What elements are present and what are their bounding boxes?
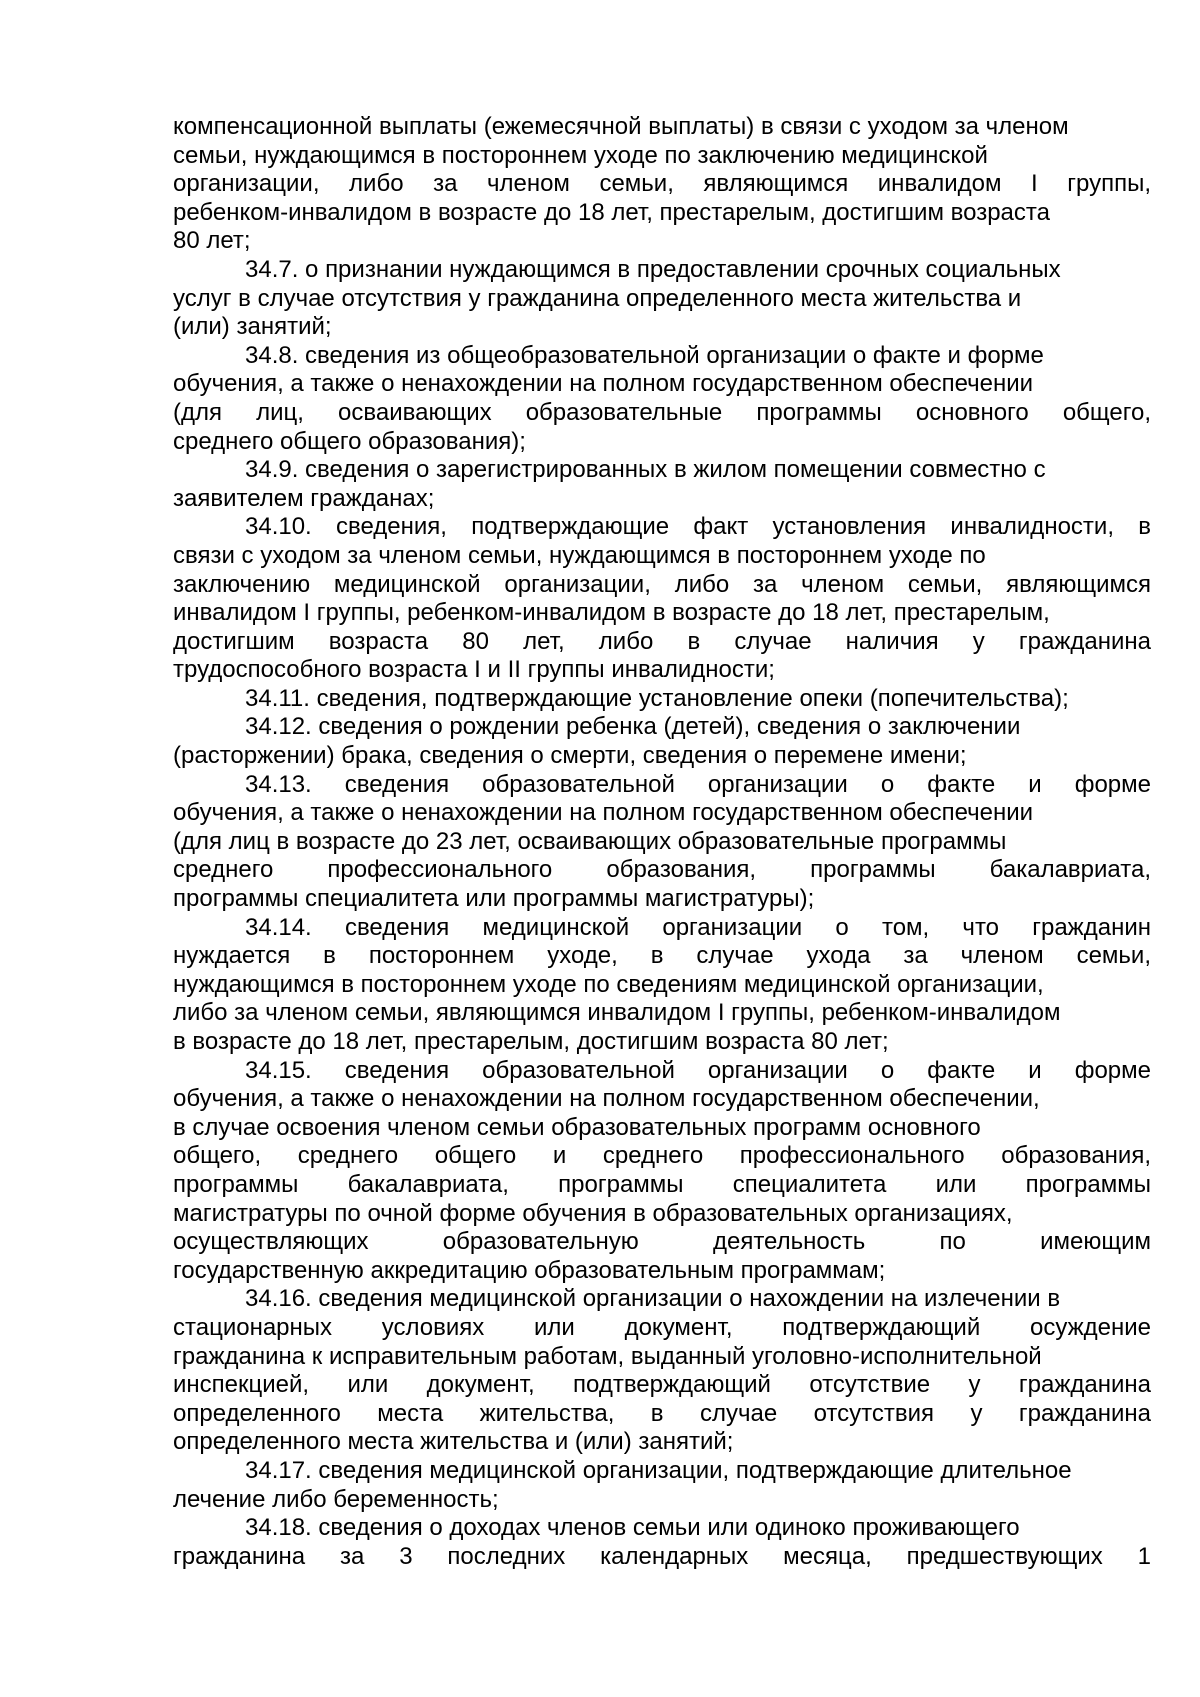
text-line: организации, либо за членом семьи, являющимся инвалидом I группы, <box>173 170 1151 198</box>
text-line: магистратуры по очной форме обучения в образовательных организациях, <box>173 1199 1013 1227</box>
text-line: обучения, а также о ненахождении на полном государственном обеспечении <box>173 799 1034 827</box>
text-line: связи с уходом за членом семьи, нуждающимся в постороннем уходе по <box>173 541 986 569</box>
text-line: заявителем гражданах; <box>173 484 435 512</box>
document-body <box>173 113 1151 1571</box>
text-line: семьи, нуждающимся в постороннем уходе по заключению медицинской <box>173 141 988 169</box>
text-line: (расторжении) брака, сведения о смерти, сведения о перемене имени; <box>173 742 967 770</box>
text-line: инспекцией, или документ, подтверждающий отсутствие у гражданина <box>173 1371 1151 1399</box>
text-line: (или) занятий; <box>173 313 332 341</box>
paragraph-first-line: 34.11. сведения, подтверждающие установление опеки (попечительства); <box>245 684 1069 712</box>
text-line: определенного места жительства и (или) занятий; <box>173 1428 734 1456</box>
text-line: гражданина к исправительным работам, выданный уголовно-исполнительной <box>173 1342 1042 1370</box>
text-line: гражданина за 3 последних календарных месяца, предшествующих 1 <box>173 1542 1151 1570</box>
text-line: компенсационной выплаты (ежемесячной выплаты) в связи с уходом за членом <box>173 113 1069 140</box>
text-line: достигшим возраста 80 лет, либо в случае наличия у гражданина <box>173 627 1151 655</box>
text-line: нуждается в постороннем уходе, в случае ухода за членом семьи, <box>173 942 1151 970</box>
paragraph-first-line: 34.13. сведения образовательной организации о факте и форме <box>245 770 1151 798</box>
text-line: программы специалитета или программы магистратуры); <box>173 885 815 913</box>
paragraph-first-line: 34.7. о признании нуждающимся в предоставлении срочных социальных <box>245 255 1061 283</box>
text-line: лечение либо беременность; <box>173 1485 499 1513</box>
paragraph-first-line: 34.8. сведения из общеобразовательной организации о факте и форме <box>245 341 1044 369</box>
paragraph-first-line: 34.17. сведения медицинской организации, подтверждающие длительное <box>245 1456 1072 1484</box>
text-line: инвалидом I группы, ребенком-инвалидом в возрасте до 18 лет, престарелым, <box>173 599 1050 627</box>
text-line: нуждающимся в постороннем уходе по сведениям медицинской организации, <box>173 970 1044 998</box>
text-line: стационарных условиях или документ, подтверждающий осуждение <box>173 1313 1151 1341</box>
text-line: в случае освоения членом семьи образовательных программ основного <box>173 1113 981 1141</box>
paragraph-first-line: 34.16. сведения медицинской организации о нахождении на излечении в <box>245 1285 1061 1313</box>
paragraph-first-line: 34.18. сведения о доходах членов семьи или одиноко проживающего <box>245 1514 1020 1542</box>
text-line: в возрасте до 18 лет, престарелым, достигшим возраста 80 лет; <box>173 1028 889 1055</box>
text-line: обучения, а также о ненахождении на полном государственном обеспечении <box>173 370 1034 398</box>
text-line: общего, среднего общего и среднего профессионального образования, <box>173 1142 1151 1170</box>
text-line: программы бакалавриата, программы специалитета или программы <box>173 1170 1151 1198</box>
text-line: трудоспособного возраста I и II группы инвалидности; <box>173 656 775 684</box>
text-line: (для лиц, осваивающих образовательные программы основного общего, <box>173 398 1151 426</box>
text-line: определенного места жительства, в случае отсутствия у гражданина <box>173 1399 1151 1427</box>
text-line: обучения, а также о ненахождении на полном государственном обеспечении, <box>173 1085 1040 1113</box>
paragraph-first-line: 34.14. сведения медицинской организации о том, что гражданин <box>245 913 1151 941</box>
paragraph-first-line: 34.10. сведения, подтверждающие факт установления инвалидности, в <box>245 513 1151 541</box>
text-line: услуг в случае отсутствия у гражданина определенного места жительства и <box>173 284 1022 312</box>
text-line: (для лиц в возрасте до 23 лет, осваивающих образовательные программы <box>173 827 1007 855</box>
text-line: ребенком-инвалидом в возрасте до 18 лет, престарелым, достигшим возраста <box>173 198 1050 226</box>
text-line: государственную аккредитацию образовательным программам; <box>173 1256 886 1284</box>
text-line: среднего общего образования); <box>173 427 526 455</box>
paragraph-first-line: 34.15. сведения образовательной организации о факте и форме <box>245 1056 1151 1084</box>
text-line: заключению медицинской организации, либо за членом семьи, являющимся <box>173 570 1151 598</box>
text-line: среднего профессионального образования, программы бакалавриата, <box>173 856 1151 884</box>
paragraph-first-line: 34.9. сведения о зарегистрированных в жилом помещении совместно с <box>245 456 1046 484</box>
text-line: либо за членом семьи, являющимся инвалидом I группы, ребенком-инвалидом <box>173 999 1061 1027</box>
text-line: осуществляющих образовательную деятельность по имеющим <box>173 1228 1151 1256</box>
paragraph-first-line: 34.12. сведения о рождении ребенка (детей), сведения о заключении <box>245 713 1021 741</box>
text-line: 80 лет; <box>173 227 251 255</box>
